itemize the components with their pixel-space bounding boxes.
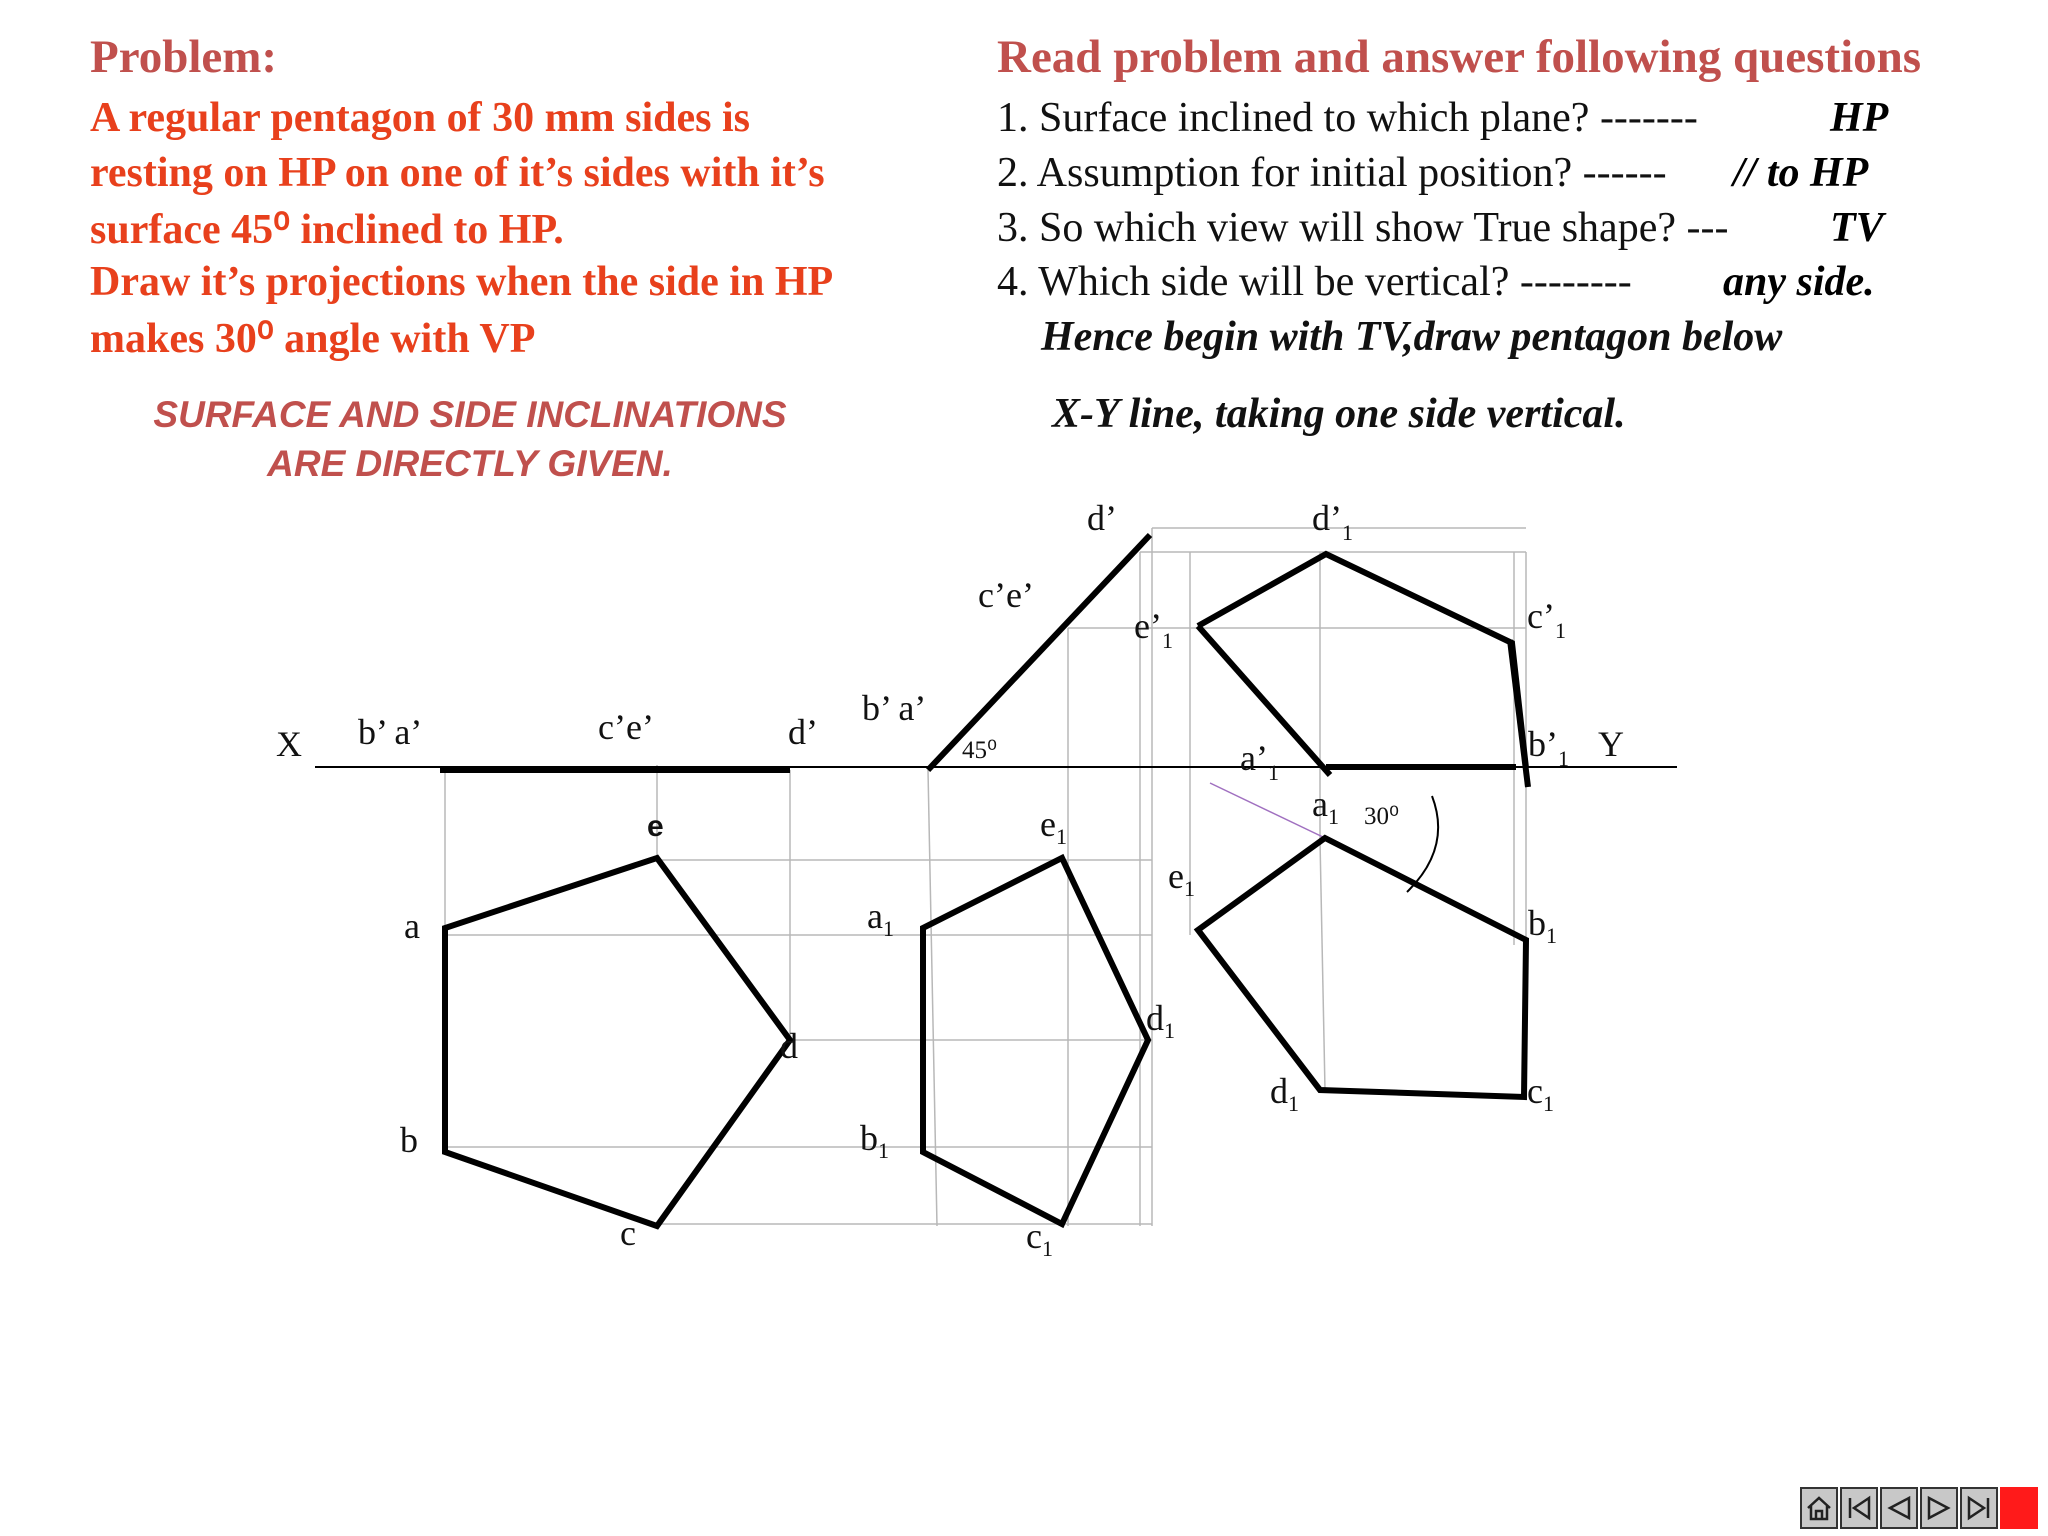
y-label: Y	[1598, 724, 1624, 764]
stop-icon[interactable]	[2000, 1487, 2038, 1529]
fv2-label-ba: b’ a’	[862, 688, 927, 728]
angle-arc-30	[1407, 796, 1438, 892]
answer-1: HP	[1830, 95, 1889, 141]
tv2-label-c: $c_1$	[1026, 1216, 1053, 1261]
tv1-label-a: a	[404, 906, 420, 946]
reference-line-30	[1210, 783, 1325, 838]
tv3-label-e: $e_1$	[1168, 856, 1195, 901]
inclination-note: SURFACE AND SIDE INCLINATIONS ARE DIRECTLY GIVEN.	[153, 394, 787, 484]
previous-icon[interactable]	[1880, 1487, 1918, 1529]
fv2-angle: 45⁰	[962, 737, 998, 764]
next-icon[interactable]	[1920, 1487, 1958, 1529]
front-view-2-edge	[928, 535, 1150, 770]
answer-2: // to HP	[1733, 150, 1869, 196]
fv3-label-d: $d’_1$	[1312, 498, 1353, 545]
fv3-label-c: $c’_1$	[1527, 596, 1566, 643]
tv2-label-e: $e_1$	[1040, 804, 1067, 849]
question-1: 1. Surface inclined to which plane? -------	[997, 95, 1698, 141]
fv3-label-e: $e’_1$	[1134, 606, 1173, 653]
tv3-angle: 30⁰	[1364, 803, 1400, 830]
tv3-label-a: $a_1$	[1312, 784, 1339, 829]
tv2-label-b: $b_1$	[860, 1118, 889, 1163]
question-2: 2. Assumption for initial position? ------	[997, 150, 1667, 196]
questions-title: Read problem and answer following questions	[997, 31, 1922, 83]
answer-4: any side.	[1723, 259, 1875, 305]
tv3-label-d: $d_1$	[1270, 1071, 1299, 1116]
last-icon[interactable]	[1960, 1487, 1998, 1529]
first-icon[interactable]	[1840, 1487, 1878, 1529]
problem-line: resting on HP on one of it’s sides with it’s	[90, 150, 825, 196]
tv1-label-d: d	[780, 1026, 798, 1066]
tv3-label-c: $c_1$	[1527, 1071, 1554, 1116]
answer-3: TV	[1830, 205, 1884, 251]
fv1-label-ba: b’ a’	[358, 712, 423, 752]
tv1-label-c: c	[620, 1213, 636, 1253]
problem-line: makes 30⁰ angle with VP	[90, 316, 536, 362]
fv1-label-ce: c’e’	[598, 707, 654, 747]
problem-title: Problem:	[90, 31, 278, 83]
top-view-3-pentagon	[1198, 838, 1526, 1097]
fv3-label-a: $a’_1$	[1240, 738, 1279, 785]
hint-line-2: X-Y line, taking one side vertical.	[1052, 391, 1626, 437]
hint-line-1: Hence begin with TV,draw pentagon below	[1041, 314, 1783, 360]
front-view-3-outline	[1198, 554, 1526, 768]
fv2-label-d: d’	[1087, 498, 1117, 538]
tv2-label-a: $a_1$	[867, 896, 894, 941]
top-view-1-pentagon	[445, 858, 790, 1226]
fv2-label-ce: c’e’	[978, 575, 1034, 615]
tv1-label-b: b	[400, 1120, 418, 1160]
home-icon[interactable]	[1800, 1487, 1838, 1529]
problem-line: Draw it’s projections when the side in HP	[90, 259, 834, 305]
tv3-label-b: $b_1$	[1528, 903, 1557, 948]
top-view-2-pentagon	[923, 858, 1148, 1224]
slide-navigation	[1800, 1487, 2040, 1529]
x-label: X	[276, 724, 302, 764]
problem-line: A regular pentagon of 30 mm sides is	[90, 95, 750, 141]
fv1-label-d: d’	[788, 712, 818, 752]
tv1-label-e: e	[647, 810, 664, 843]
fv3-label-b: $b’_1$	[1528, 724, 1569, 771]
tv2-label-d: $d_1$	[1146, 998, 1175, 1043]
question-4: 4. Which side will be vertical? --------	[997, 259, 1632, 305]
question-3: 3. So which view will show True shape? ---	[997, 205, 1729, 251]
problem-line: surface 45⁰ inclined to HP.	[90, 207, 564, 253]
